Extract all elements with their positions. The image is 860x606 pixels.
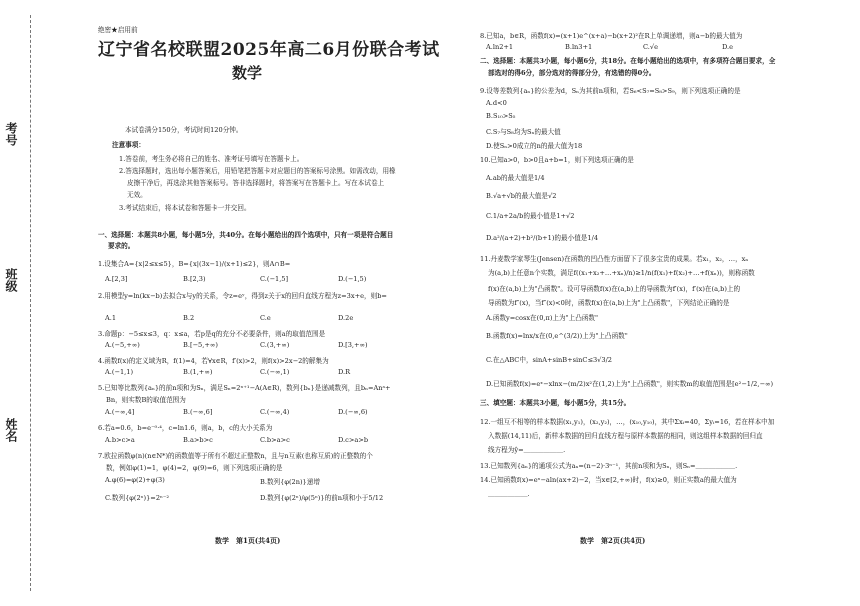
q1-option-b: B.[2,3) bbox=[183, 275, 206, 283]
q9-option-a: A.d<0 bbox=[486, 99, 507, 107]
question-5: 5.已知等比数列{aₙ}的前n项和为Sₙ，满足Sₙ=2ⁿ⁺¹−A(A∈R)，数列{bₙ}是递减数列，且bₙ=Anᵃ+ bbox=[98, 384, 391, 392]
q11-option-b: B.函数f(x)=lnx/x在(0,e^(3/2))上为"上凸函数" bbox=[486, 332, 628, 340]
q7-option-c: C.数列{φ(2ⁿ)}=2ⁿ⁻² bbox=[105, 494, 169, 502]
q7-option-a: A.φ(6)=φ(2)+φ(3) bbox=[105, 476, 165, 484]
q11-option-d: D.已知函数f(x)=eˣ−xlnx−(m/2)x²在(1,2)上为"上凸函数"，则实数m的取值范围是[e²−1/2,−∞) bbox=[486, 380, 774, 388]
class-label: 班级 bbox=[4, 268, 18, 292]
q5-option-b: B.(−∞,6] bbox=[183, 408, 213, 416]
q7-option-b: B.数列{φ(2n)}递增 bbox=[260, 478, 320, 486]
notice-3: 3.考试结束后，将本试卷和答题卡一并交回。 bbox=[119, 204, 251, 212]
q4-option-d: D.R bbox=[338, 368, 351, 376]
question-11-line-1: 11.丹麦数学家琴生(Jensen)在函数的凹凸性方面留下了很多宝贵的成果。若x₁，x₂，…，xₙ bbox=[480, 255, 749, 263]
q9-option-b: B.S₁₀>S₅ bbox=[486, 112, 516, 120]
q8-option-c: C.√e bbox=[643, 43, 659, 51]
question-4: 4.函数f(x)的定义域为R，f(1)=4，若∀x∈R，f′(x)>2，则f(x)>2x−2的解集为 bbox=[98, 357, 329, 365]
question-7-cont: 数，例如φ(1)=1，φ(4)=2，φ(9)=6，则下列选项正确的是 bbox=[106, 464, 283, 472]
q4-option-c: C.(−∞,1) bbox=[260, 368, 290, 376]
q6-option-b: B.a>b>c bbox=[183, 436, 213, 444]
question-11-line-3: f(x)在(a,b)上为"凸函数"。设可导函数f(x)在(a,b)上的导函数为f′(x)，f′(x)在(a,b)上的 bbox=[488, 285, 741, 293]
q7-option-d: D.数列{φ(2ⁿ)/φ(5ⁿ)}的前n项和小于5/12 bbox=[260, 494, 384, 502]
notice-2-cont: 皮擦干净后，再选涂其他答案标号。答非选择题时，将答案写在答题卡上。写在本试卷上 bbox=[127, 179, 385, 187]
question-6: 6.若a=0.6，b=e⁻⁰·⁴，c=ln1.6，则a，b，c的大小关系为 bbox=[98, 424, 273, 432]
question-9: 9.设等差数列{aₙ}的公差为d，Sₙ为其前n项和，若S₆<S₇=S₈>S₉，则下列选项正确的是 bbox=[480, 87, 741, 95]
page-1-footer: 数学 第1页(共4页) bbox=[215, 536, 281, 545]
notice-title: 注意事项： bbox=[112, 141, 145, 149]
q6-option-d: D.c>a>b bbox=[338, 436, 369, 444]
q8-option-b: B.ln3+1 bbox=[565, 43, 593, 51]
section-1-heading: 一、选择题：本题共8小题，每小题5分，共40分。在每小题给出的四个选项中，只有一项是符合题目 bbox=[98, 231, 394, 239]
notice-2: 2.答选择题时，选出每小题答案后，用铅笔把答题卡对应题目的答案标号涂黑。如需改动，用橡 bbox=[119, 167, 396, 175]
q10-option-a: A.ab的最大值是1/4 bbox=[486, 174, 545, 182]
q10-option-d: D.a²/(a+2)+b²/(b+1)的最小值是1/4 bbox=[486, 234, 599, 242]
exam-intro: 本试卷满分150分，考试时间120分钟。 bbox=[125, 126, 243, 134]
subject-title: 数学 bbox=[232, 64, 263, 82]
q11-option-c: C.在△ABC中，sinA+sinB+sinC≤3√3/2 bbox=[486, 356, 612, 364]
q9-option-c: C.S₇与S₈均为Sₙ的最大值 bbox=[486, 128, 561, 136]
section-2-heading-cont: 部选对的得6分，部分选对的得部分分，有选错的得0分。 bbox=[488, 69, 656, 77]
question-14: 14.已知函数f(x)=eˣ−aln(ax+2)−2，当x∈[2,+∞)时，f(x)≥0，则正实数a的最大值为 bbox=[480, 476, 737, 484]
exam-title: 辽宁省名校联盟2025年高二6月份联合考试 bbox=[98, 40, 440, 60]
notice-2-end: 无效。 bbox=[127, 191, 147, 199]
q3-option-c: C.(3,+∞) bbox=[260, 341, 290, 349]
q11-option-a: A.函数y=cosx在(0,π)上为"上凸函数" bbox=[486, 314, 599, 322]
q10-option-c: C.1/a+2a/b的最小值是1+√2 bbox=[486, 212, 575, 220]
name-label: 姓名 bbox=[4, 418, 18, 442]
page-2-footer: 数学 第2页(共4页) bbox=[580, 536, 646, 545]
question-14-cont: ＿＿＿＿＿＿. bbox=[488, 490, 530, 498]
q1-option-d: D.(−1,5) bbox=[338, 275, 367, 283]
section-1-heading-cont: 要求的。 bbox=[108, 242, 135, 250]
question-7: 7.欧拉函数φ(n)(n∈N*)的函数值等于所有不超过正整数n，且与n互素(也称互质)的正整数的个 bbox=[98, 452, 373, 460]
q4-option-a: A.(−1,1) bbox=[105, 368, 134, 376]
right-page bbox=[430, 0, 860, 606]
q2-option-d: D.2e bbox=[338, 314, 354, 322]
q8-option-a: A.ln2+1 bbox=[486, 43, 514, 51]
question-2: 2.用模型y=ln(kx−b)去拟合x与y的关系，令z=eʸ，得到z关于x的回归直线方程为z=3x+e，则b= bbox=[98, 292, 387, 300]
q3-option-b: B.[−5,+∞) bbox=[183, 341, 218, 349]
question-12-line-1: 12.一组互不相等的样本数据(x₁,y₁)，(x₂,y₂)，…，(x₁₀,y₁₀)，其中Σxᵢ=40，Σyᵢ=16，若在样本中加 bbox=[480, 418, 775, 426]
exam-number-label: 考号 bbox=[4, 122, 18, 146]
q6-option-c: C.b>a>c bbox=[260, 436, 290, 444]
question-8: 8.已知a，b∈R，函数f(x)=(x+1)e^(x+a)−b(x+2)²在R上单调递增，则a−b的最大值为 bbox=[480, 32, 743, 40]
q8-option-d: D.e bbox=[722, 43, 734, 51]
q2-option-b: B.2 bbox=[183, 314, 195, 322]
q6-option-a: A.b>c>a bbox=[105, 436, 135, 444]
q3-option-d: D.[3,+∞) bbox=[338, 341, 368, 349]
question-5-cont: Bn，则实数B的取值范围为 bbox=[106, 396, 186, 404]
question-12-line-3: 线方程为ŷ=＿＿＿＿＿＿. bbox=[488, 446, 566, 454]
q2-option-a: A.1 bbox=[105, 314, 117, 322]
q1-option-a: A.[2,3] bbox=[105, 275, 128, 283]
binding-line bbox=[30, 15, 31, 591]
question-1: 1.设集合A={x|2≤x≤5}，B={x|(3x−1)/(x+1)≤2}，则A∩B= bbox=[98, 260, 291, 268]
q5-option-a: A.(−∞,4] bbox=[105, 408, 135, 416]
q9-option-d: D.使Sₙ>0成立的n的最大值为18 bbox=[486, 142, 583, 150]
question-11-line-4: 导函数为f″(x)，当f″(x)<0时，函数f(x)在(a,b)上为"上凸函数"，下列结论正确的是 bbox=[488, 299, 730, 307]
q3-option-a: A.(−5,+∞) bbox=[105, 341, 140, 349]
q4-option-b: B.(1,+∞) bbox=[183, 368, 213, 376]
notice-1: 1.答卷前，考生务必将自己的姓名、准考证号填写在答题卡上。 bbox=[119, 155, 304, 163]
secret-mark: 绝密★启用前 bbox=[98, 26, 138, 34]
q10-option-b: B.√a+√b的最大值是√2 bbox=[486, 192, 557, 200]
question-12-line-2: 入数据(14,11)后，新样本数据的回归直线方程与原样本数据的相同，则这组样本数据的回归直 bbox=[488, 432, 763, 440]
section-3-heading: 三、填空题：本题共3小题，每小题5分，共15分。 bbox=[480, 399, 631, 407]
section-2-heading: 二、选择题：本题共3小题，每小题6分，共18分。在每小题给出的选项中，有多项符合题目要求，全 bbox=[480, 57, 776, 65]
q5-option-d: D.(−∞,6) bbox=[338, 408, 368, 416]
question-11-line-2: 为(a,b)上任意n个实数，满足f((x₁+x₂+…+xₙ)/n)≥1/n(f(x₁)+f(x₂)+…+f(xₙ))，则称函数 bbox=[488, 269, 755, 277]
question-13: 13.已知数列{aₙ}的通项公式为aₙ=(n−2)·3ⁿ⁻¹，其前n项和为Sₙ，则Sₙ=＿＿＿＿＿＿. bbox=[480, 462, 738, 470]
question-3: 3.命题p：−5≤x≤3，q：x≤a，若p是q的充分不必要条件，则a的取值范围是 bbox=[98, 330, 326, 338]
q1-option-c: C.(−1,5] bbox=[260, 275, 289, 283]
q5-option-c: C.(−∞,4) bbox=[260, 408, 290, 416]
q2-option-c: C.e bbox=[260, 314, 271, 322]
question-10: 10.已知a>0，b>0且a+b=1，则下列选项正确的是 bbox=[480, 156, 634, 164]
